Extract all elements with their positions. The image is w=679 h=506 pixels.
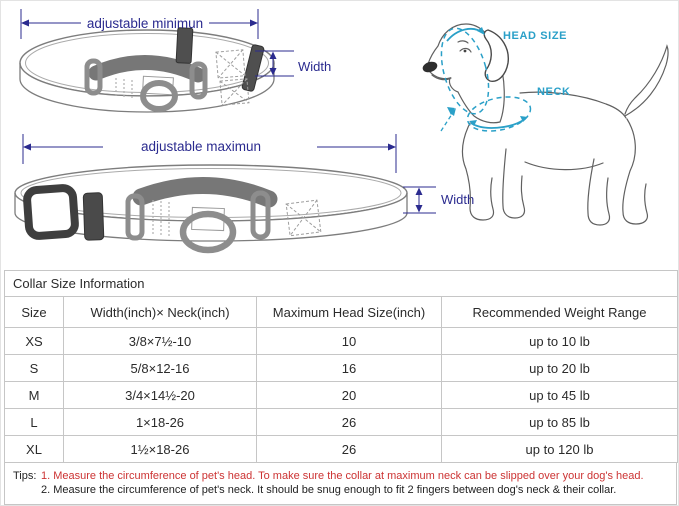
collar-size-section xyxy=(4,270,677,505)
adjustable-maximum-label: adjustable maximun xyxy=(140,139,262,154)
cell-size: L xyxy=(5,409,64,436)
header-size: Size xyxy=(5,297,64,328)
cell-size: S xyxy=(5,355,64,382)
width-label-minimum: Width xyxy=(298,59,332,74)
tips-lines xyxy=(41,469,644,498)
header-weight-range: Recommended Weight Range xyxy=(442,297,678,328)
neck-label: NECK xyxy=(537,86,571,98)
collar-max-buckle xyxy=(26,187,75,236)
table-row xyxy=(5,436,678,463)
cell-width-neck: 3/4×14½-20 xyxy=(64,382,257,409)
cell-weight: up to 20 lb xyxy=(442,355,678,382)
cell-width-neck: 1×18-26 xyxy=(64,409,257,436)
table-row xyxy=(5,355,678,382)
cell-weight: up to 120 lb xyxy=(442,436,678,463)
cell-max-head: 26 xyxy=(257,436,442,463)
cell-size: M xyxy=(5,382,64,409)
adjustable-minimum-label: adjustable minimun xyxy=(86,16,204,31)
header-max-head: Maximum Head Size(inch) xyxy=(257,297,442,328)
tips-label: Tips: xyxy=(13,470,37,482)
cell-weight: up to 10 lb xyxy=(442,328,678,355)
cell-width-neck: 3/8×7½-10 xyxy=(64,328,257,355)
cell-size: XL xyxy=(5,436,64,463)
cell-max-head: 16 xyxy=(257,355,442,382)
tips-section xyxy=(4,462,677,505)
cell-max-head: 20 xyxy=(257,382,442,409)
header-width-neck: Width(inch)× Neck(inch) xyxy=(64,297,257,328)
diagram-area xyxy=(1,1,679,267)
head-size-label: HEAD SIZE xyxy=(503,30,568,42)
table-row xyxy=(5,409,678,436)
table-header-row xyxy=(5,297,678,328)
cell-size: XS xyxy=(5,328,64,355)
tip-line-2: 2. Measure the circumference of pet's neck. It should be snug enough to fit 2 fingers between dog's neck & their collar. xyxy=(41,484,617,496)
cell-weight: up to 85 lb xyxy=(442,409,678,436)
tip-line-1: 1. Measure the circumference of pet's head. To make sure the collar at maximum neck can be slipped over your dog's head. xyxy=(41,470,644,482)
cell-weight: up to 45 lb xyxy=(442,382,678,409)
table-title: Collar Size Information xyxy=(5,271,678,297)
cell-width-neck: 1½×18-26 xyxy=(64,436,257,463)
collar-maximum-illustration xyxy=(15,165,407,250)
table-row xyxy=(5,382,678,409)
collar-size-table xyxy=(4,270,678,463)
collar-max-keeper xyxy=(83,193,104,241)
dimension-width-maximum xyxy=(403,187,436,213)
cell-max-head: 26 xyxy=(257,409,442,436)
table-row xyxy=(5,328,678,355)
collar-minimum-illustration xyxy=(20,28,274,112)
collar-min-slider xyxy=(176,28,193,64)
cell-width-neck: 5/8×12-16 xyxy=(64,355,257,382)
table-title-row xyxy=(5,271,678,297)
width-label-maximum: Width xyxy=(441,192,475,207)
cell-max-head: 10 xyxy=(257,328,442,355)
